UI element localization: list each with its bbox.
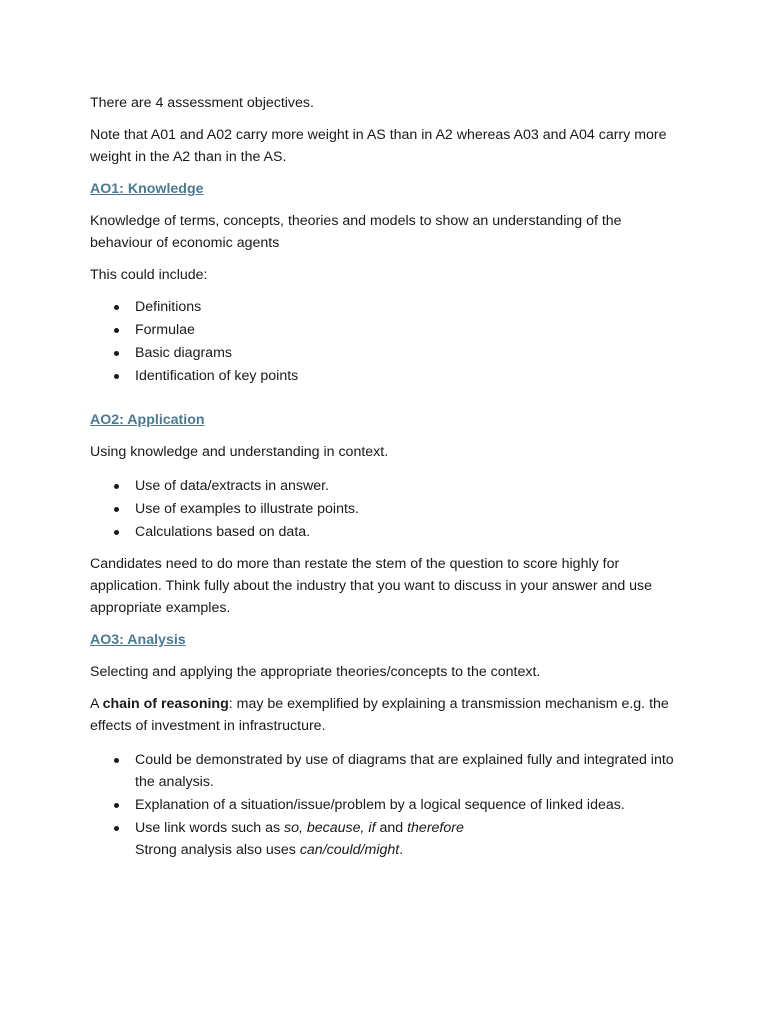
chain-rest: : may be exemplified by explaining a transmission mechanism e.g. the effects of investment in infrastructure.: [90, 696, 669, 734]
list-item: Could be demonstrated by use of diagrams that are explained fully and integrated into the analysis.: [135, 749, 685, 793]
ao2-list: [90, 475, 685, 543]
link-therefore: therefore: [407, 820, 464, 836]
list-item-link-words: [135, 817, 685, 861]
strong-analysis-line: [135, 839, 685, 861]
ao2-heading[interactable]: AO2: Application: [90, 412, 205, 428]
link-prefix: Use link words such as: [135, 820, 285, 836]
ao1-description: Knowledge of terms, concepts, theories and models to show an understanding of the behaviour of economic agents: [90, 213, 622, 251]
strong-suffix: .: [399, 842, 404, 858]
ao3-list: [90, 749, 685, 861]
ao2-note: Candidates need to do more than restate the stem of the question to score highly for application. Think fully about the industry that you want to discuss in your answer and use appropriate examples.: [90, 556, 653, 616]
list-item: Definitions: [135, 296, 685, 318]
list-item: Use of data/extracts in answer.: [135, 475, 685, 497]
ao1-list: [90, 296, 685, 387]
link-and: and: [375, 820, 408, 836]
list-item: Basic diagrams: [135, 342, 685, 364]
list-item: Explanation of a situation/issue/problem by a logical sequence of linked ideas.: [135, 794, 685, 816]
ao3-description: Selecting and applying the appropriate theories/concepts to the context.: [90, 664, 541, 680]
ao3-chain-of-reasoning: [90, 693, 685, 737]
ao1-lead: This could include:: [90, 267, 208, 283]
intro-line-1: There are 4 assessment objectives.: [90, 95, 314, 111]
link-words: so, because, if: [284, 820, 376, 836]
chain-prefix: A: [90, 696, 103, 712]
ao1-heading[interactable]: AO1: Knowledge: [90, 181, 204, 197]
list-item: Formulae: [135, 319, 685, 341]
list-item: Use of examples to illustrate points.: [135, 498, 685, 520]
chain-bold: chain of reasoning: [102, 696, 229, 712]
modal-words: can/could/might: [299, 842, 400, 858]
strong-prefix: Strong analysis also uses: [135, 842, 300, 858]
list-item: Identification of key points: [135, 365, 685, 387]
intro-line-2: Note that A01 and A02 carry more weight in AS than in A2 whereas A03 and A04 carry more weight in the A2 than in the AS.: [90, 127, 667, 165]
ao3-heading[interactable]: AO3: Analysis: [90, 632, 186, 648]
list-item: Calculations based on data.: [135, 521, 685, 543]
ao2-description: Using knowledge and understanding in context.: [90, 444, 389, 460]
document-page: [90, 92, 685, 871]
